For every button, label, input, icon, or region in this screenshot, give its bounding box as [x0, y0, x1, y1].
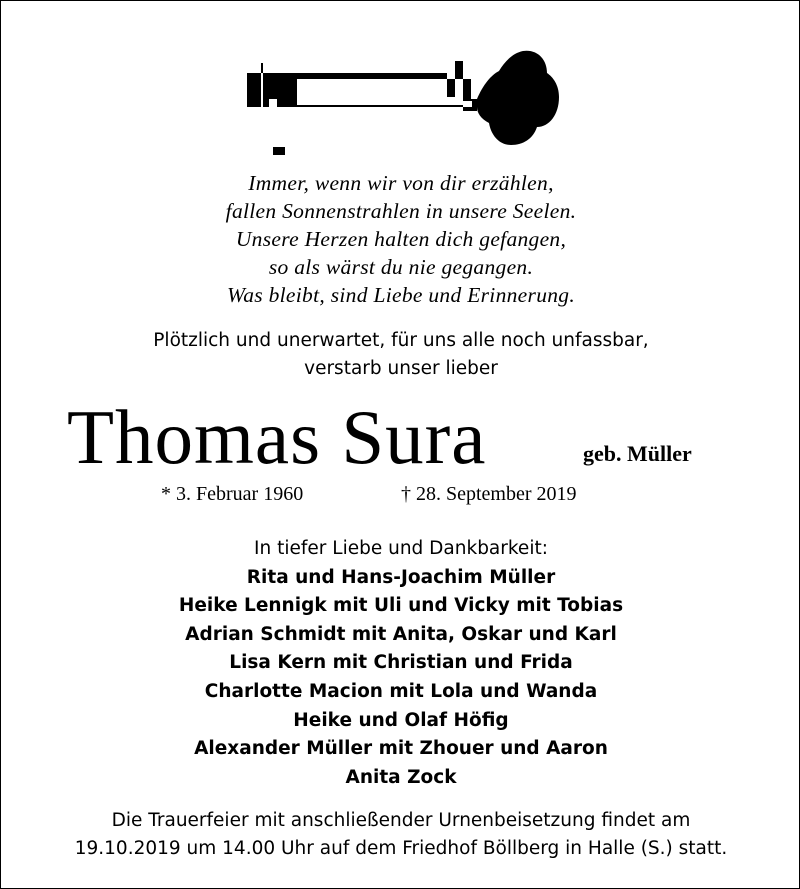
mourner-name: Heike und Olaf Höfig — [293, 709, 509, 731]
mourner-name: Charlotte Macion mit Lola und Wanda — [204, 680, 598, 702]
intro-line: Plötzlich und unerwartet, für uns alle noch unfassbar, — [153, 330, 649, 351]
death-date: † 28. September 2019 — [401, 483, 577, 505]
life-dates — [1, 479, 800, 509]
mourner-name: Anita Zock — [345, 766, 457, 788]
mourner-name: Lisa Kern mit Christian und Frida — [229, 652, 573, 674]
funeral-information — [1, 807, 800, 863]
heart-key-icon — [237, 39, 565, 155]
mourner-name: Heike Lennigk mit Uli und Vicky mit Tobias — [178, 595, 624, 617]
poem-line: so als wärst du nie gegangen. — [268, 255, 534, 279]
deceased-name-row — [1, 394, 800, 480]
footer-line: 19.10.2019 um 14.00 Uhr auf dem Friedhof Böllberg in Halle (S.) statt. — [74, 838, 728, 859]
mourner-name: Alexander Müller mit Zhouer und Aaron — [194, 738, 608, 760]
footer-line: Die Trauerfeier mit anschließender Urnenbeisetzung findet am — [111, 810, 691, 831]
poem-line: Unsere Herzen halten dich gefangen, — [235, 227, 567, 251]
intro-line: verstarb unser lieber — [304, 358, 498, 379]
memorial-poem — [1, 169, 800, 309]
deceased-name: Thomas Sura — [67, 394, 487, 480]
birth-name: geb. Müller — [583, 441, 692, 466]
poem-line: fallen Sonnenstrahlen in unsere Seelen. — [225, 199, 577, 223]
death-announcement-text — [1, 327, 800, 383]
mourners-intro: In tiefer Liebe und Dankbarkeit: — [254, 538, 548, 559]
poem-line: Was bleibt, sind Liebe und Erinnerung. — [226, 283, 576, 307]
birth-date: * 3. Februar 1960 — [161, 483, 304, 505]
mourner-name: Rita und Hans-Joachim Müller — [246, 566, 556, 588]
mourner-name: Adrian Schmidt mit Anita, Oskar und Karl — [185, 623, 617, 645]
mourners-list — [1, 535, 800, 792]
poem-line: Immer, wenn wir von dir erzählen, — [248, 171, 554, 195]
